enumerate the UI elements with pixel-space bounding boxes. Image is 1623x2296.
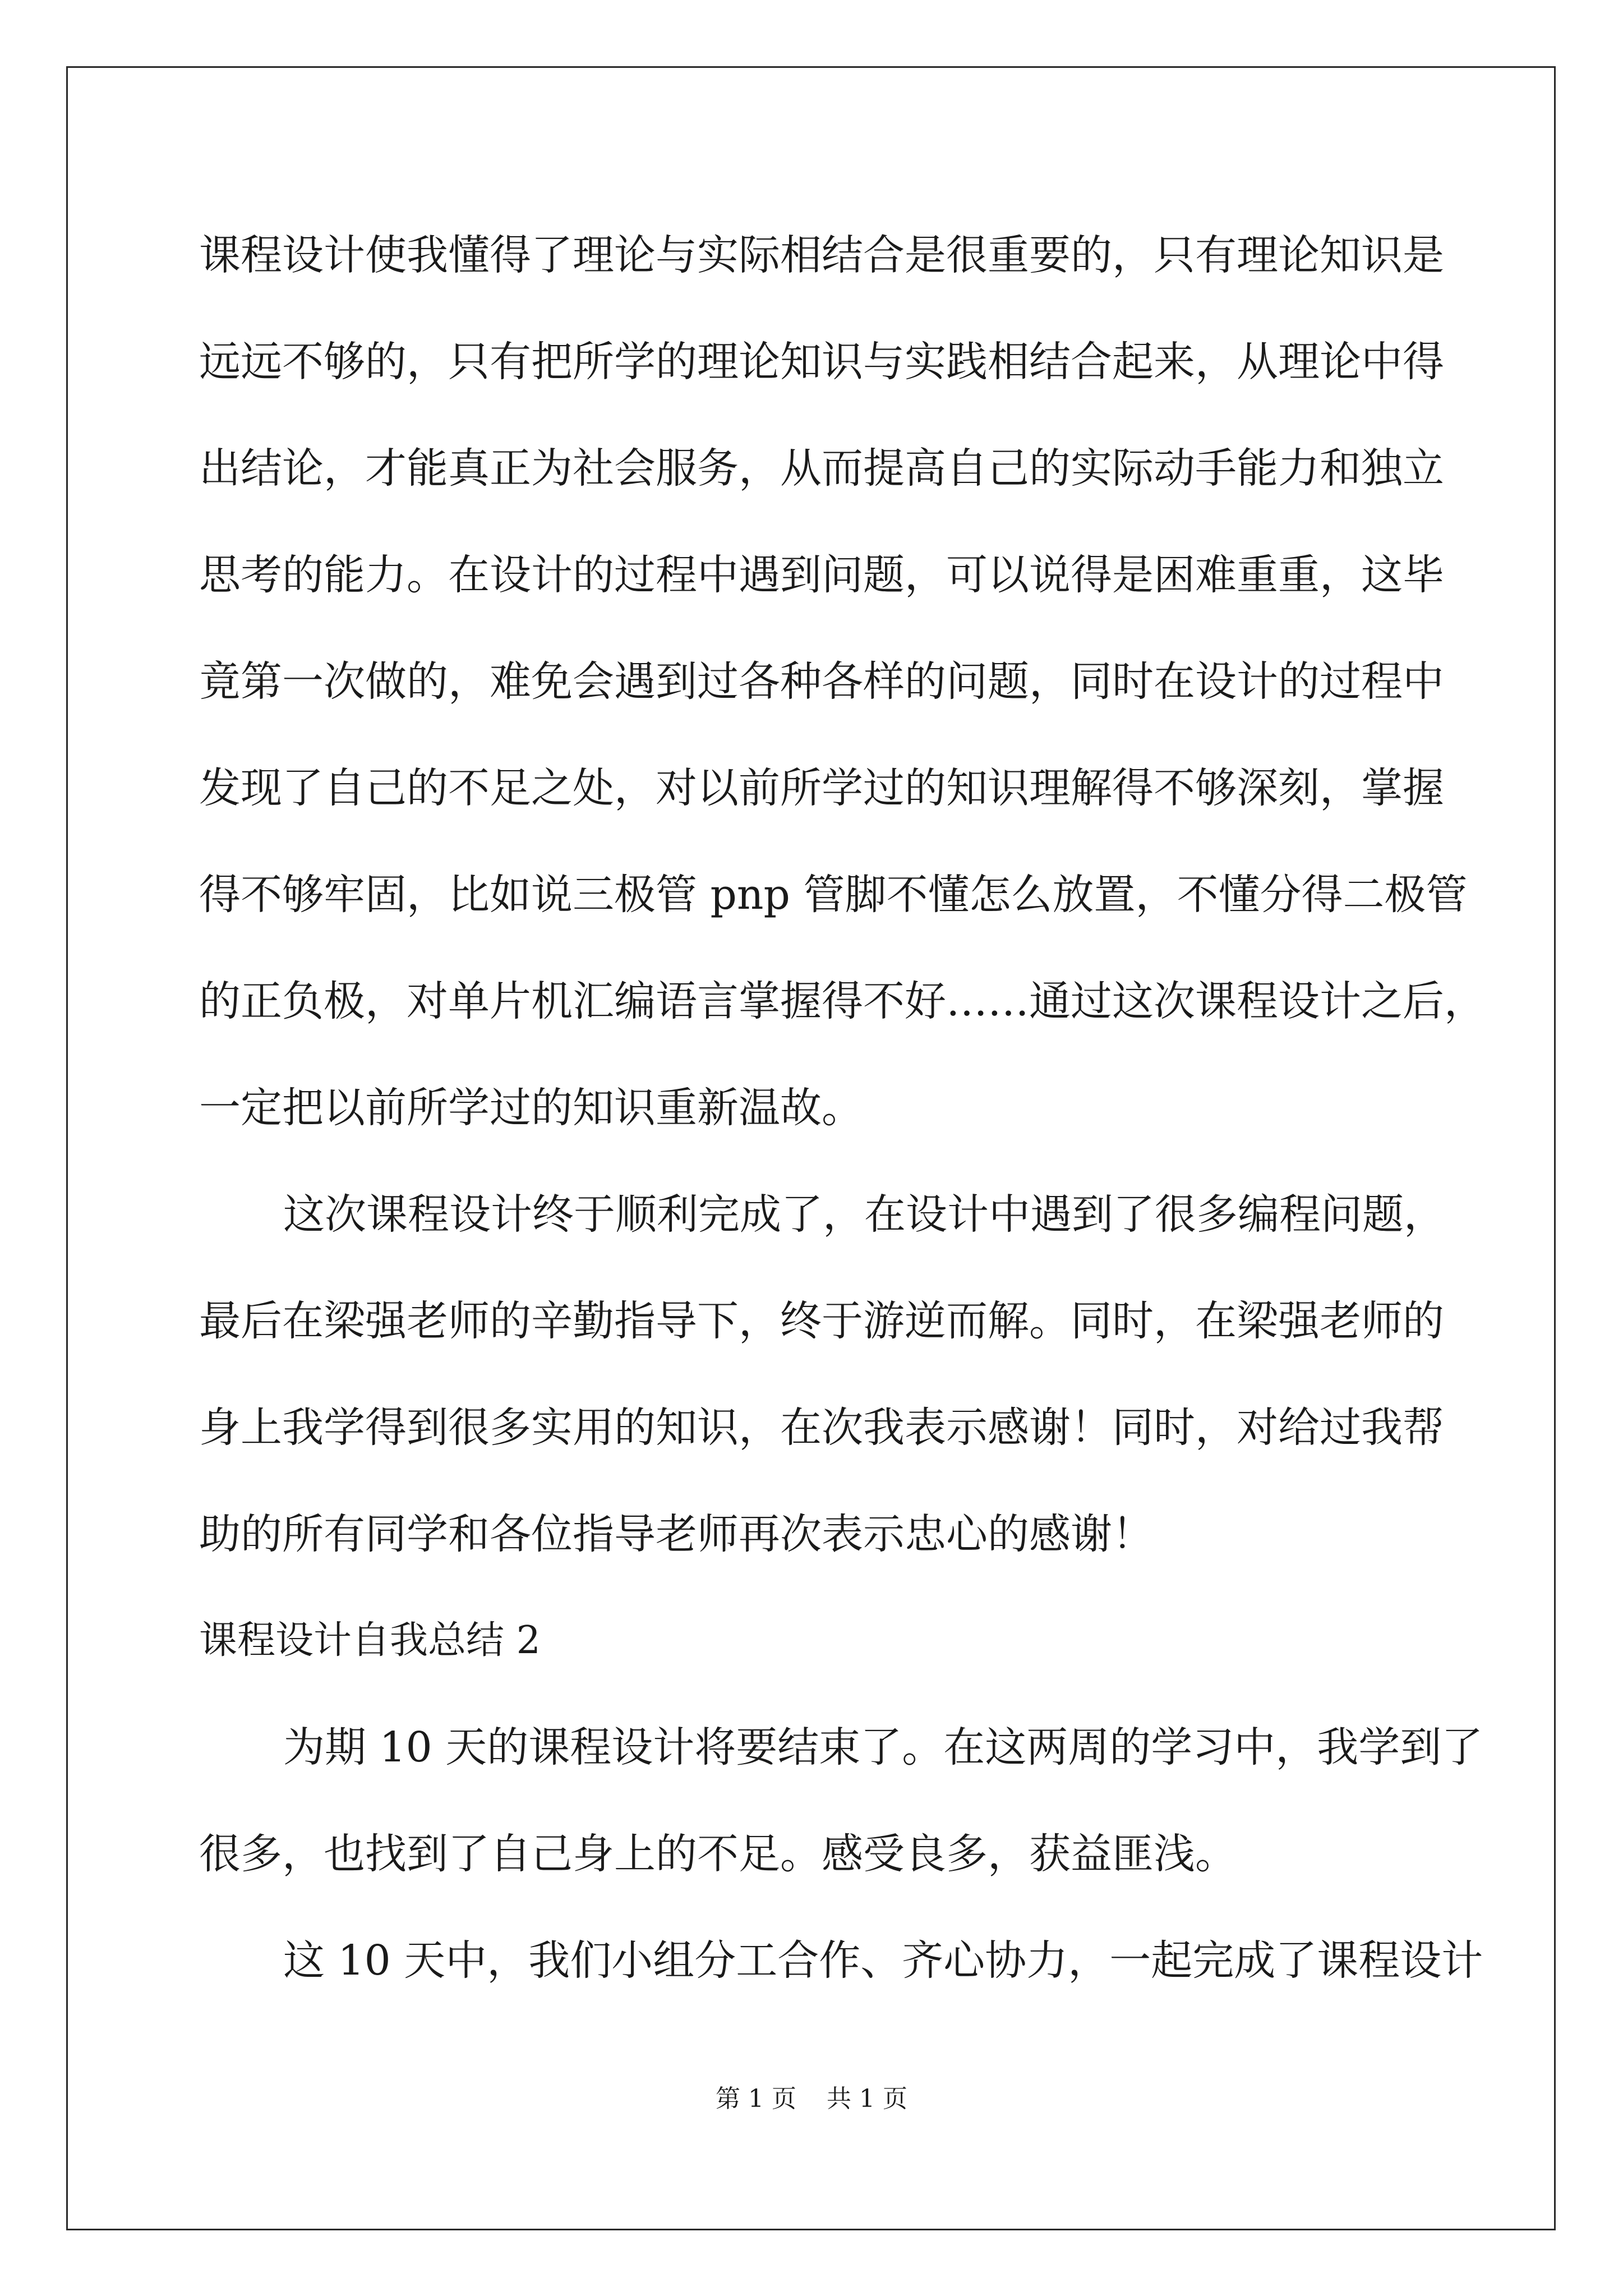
page-number: 第 1 页 (716, 2085, 796, 2113)
text-line: 的正负极，对单片机汇编语言掌握得不好……通过这次课程设计之后， (199, 977, 1486, 1025)
document-body (199, 202, 1486, 2014)
text-line: 这次课程设计终于顺利完成了，在设计中遇到了很多编程问题， (283, 1190, 1445, 1239)
page-footer (0, 2082, 1623, 2116)
text-line: 思考的能力。在设计的过程中遇到问题，可以说得是困难重重，这毕 (199, 551, 1444, 599)
text-line: 一定把以前所学过的知识重新温故。 (199, 1084, 863, 1132)
text-line: 课程设计使我懂得了理论与实际相结合是很重要的，只有理论知识是 (199, 231, 1444, 279)
text-line: 远远不够的，只有把所学的理论知识与实践相结合起来，从理论中得 (199, 338, 1444, 386)
text-line: 得不够牢固，比如说三极管 pnp 管脚不懂怎么放置，不懂分得二极管 (199, 871, 1468, 919)
text-line: 身上我学得到很多实用的知识，在次我表示感谢！同时，对给过我帮 (199, 1404, 1444, 1452)
text-line: 为期 10 天的课程设计将要结束了。在这两周的学习中，我学到了 (283, 1723, 1483, 1772)
text-line: 出结论，才能真正为社会服务，从而提高自己的实际动手能力和独立 (199, 444, 1444, 493)
text-line: 最后在梁强老师的辛勤指导下，终于游逆而解。同时，在梁强老师的 (199, 1297, 1444, 1345)
text-line: 这 10 天中，我们小组分工合作、齐心协力，一起完成了课程设计 (283, 1936, 1483, 1985)
text-line: 很多，也找到了自己身上的不足。感受良多，获益匪浅。 (199, 1830, 1237, 1878)
text-line: 竟第一次做的，难免会遇到过各种各样的问题，同时在设计的过程中 (199, 657, 1444, 706)
page-total: 共 1 页 (827, 2085, 907, 2113)
text-line: 发现了自己的不足之处，对以前所学过的知识理解得不够深刻，掌握 (199, 764, 1444, 812)
section-heading: 课程设计自我总结 2 (199, 1618, 541, 1663)
text-line: 助的所有同学和各位指导老师再次表示忠心的感谢！ (199, 1510, 1154, 1558)
